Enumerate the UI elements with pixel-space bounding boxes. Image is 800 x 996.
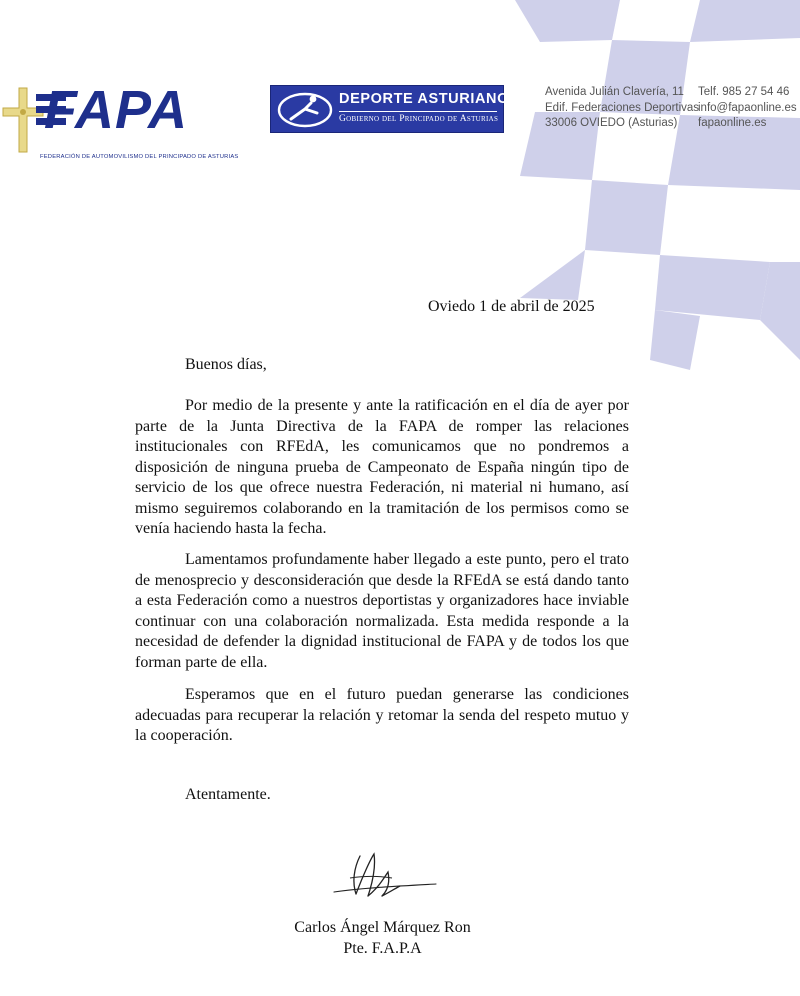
- address-line-2: Edif. Federaciones Deportivas: [545, 101, 700, 114]
- fapa-logo: [0, 80, 240, 170]
- deporte-asturiano-subtitle: Gobierno del Principado de Asturias: [339, 114, 499, 124]
- paragraph-1: Por medio de la presente y ante la ratificación en el día de ayer por parte de la Junta Directiva de la FAPA de romper las relaciones institucionales con RFEdA, les comunicamos que no pondremos a disposición de ninguna prueba de Campeonato de España ningún tipo de servicio de los que ofrece nuestra Federación, ni material ni humano, así mismo seguiremos colaborando en la tramitación de los permisos como se venía haciendo hasta la fecha.: [135, 397, 629, 537]
- paragraph-2: Lamentamos profundamente haber llegado a este punto, pero el trato de menosprecio y desconsideración que desde la RFEdA se está dando tanto a esta Federación como a nuestros deportistas y organizadores hace inviable continuar con una colaboración normalizada. Esta medida responde a la necesidad de defender la dignidad institucional de FAPA y de todos los que forman parte de ella.: [135, 551, 629, 671]
- contact-comms: [698, 85, 797, 132]
- address-line-1: Avenida Julián Clavería, 11: [545, 86, 684, 98]
- badge-divider: [339, 111, 497, 112]
- athlete-swoosh-icon: [275, 89, 335, 131]
- phone-number: Telf. 985 27 54 46: [698, 86, 790, 98]
- fapa-logo-text: FAPA: [44, 80, 189, 140]
- contact-address: [545, 85, 699, 132]
- signer-name: Carlos Ángel Márquez Ron: [294, 919, 471, 936]
- deporte-asturiano-logo: [270, 85, 509, 133]
- letter-date: Oviedo 1 de abril de 2025: [428, 298, 595, 315]
- website: fapaonline.es: [698, 117, 767, 129]
- paragraph-3: Esperamos que en el futuro puedan generarse las condiciones adecuadas para recuperar la relación y retomar la senda del respeto mutuo y la cooperación.: [135, 686, 629, 744]
- address-line-3: 33006 OVIEDO (Asturias): [545, 117, 678, 129]
- fapa-logo-subtitle: FEDERACIÓN DE AUTOMOVILISMO DEL PRINCIPADO DE ASTURIAS: [40, 154, 239, 160]
- checkered-flag-watermark: [0, 0, 800, 380]
- greeting: Buenos días,: [185, 356, 267, 373]
- closing: Atentamente.: [185, 786, 271, 803]
- handwritten-signature: [330, 848, 440, 908]
- email-address: info@fapaonline.es: [698, 101, 797, 114]
- signer-role: Pte. F.A.P.A: [343, 940, 422, 957]
- deporte-asturiano-title: DEPORTE ASTURIANO: [339, 91, 509, 107]
